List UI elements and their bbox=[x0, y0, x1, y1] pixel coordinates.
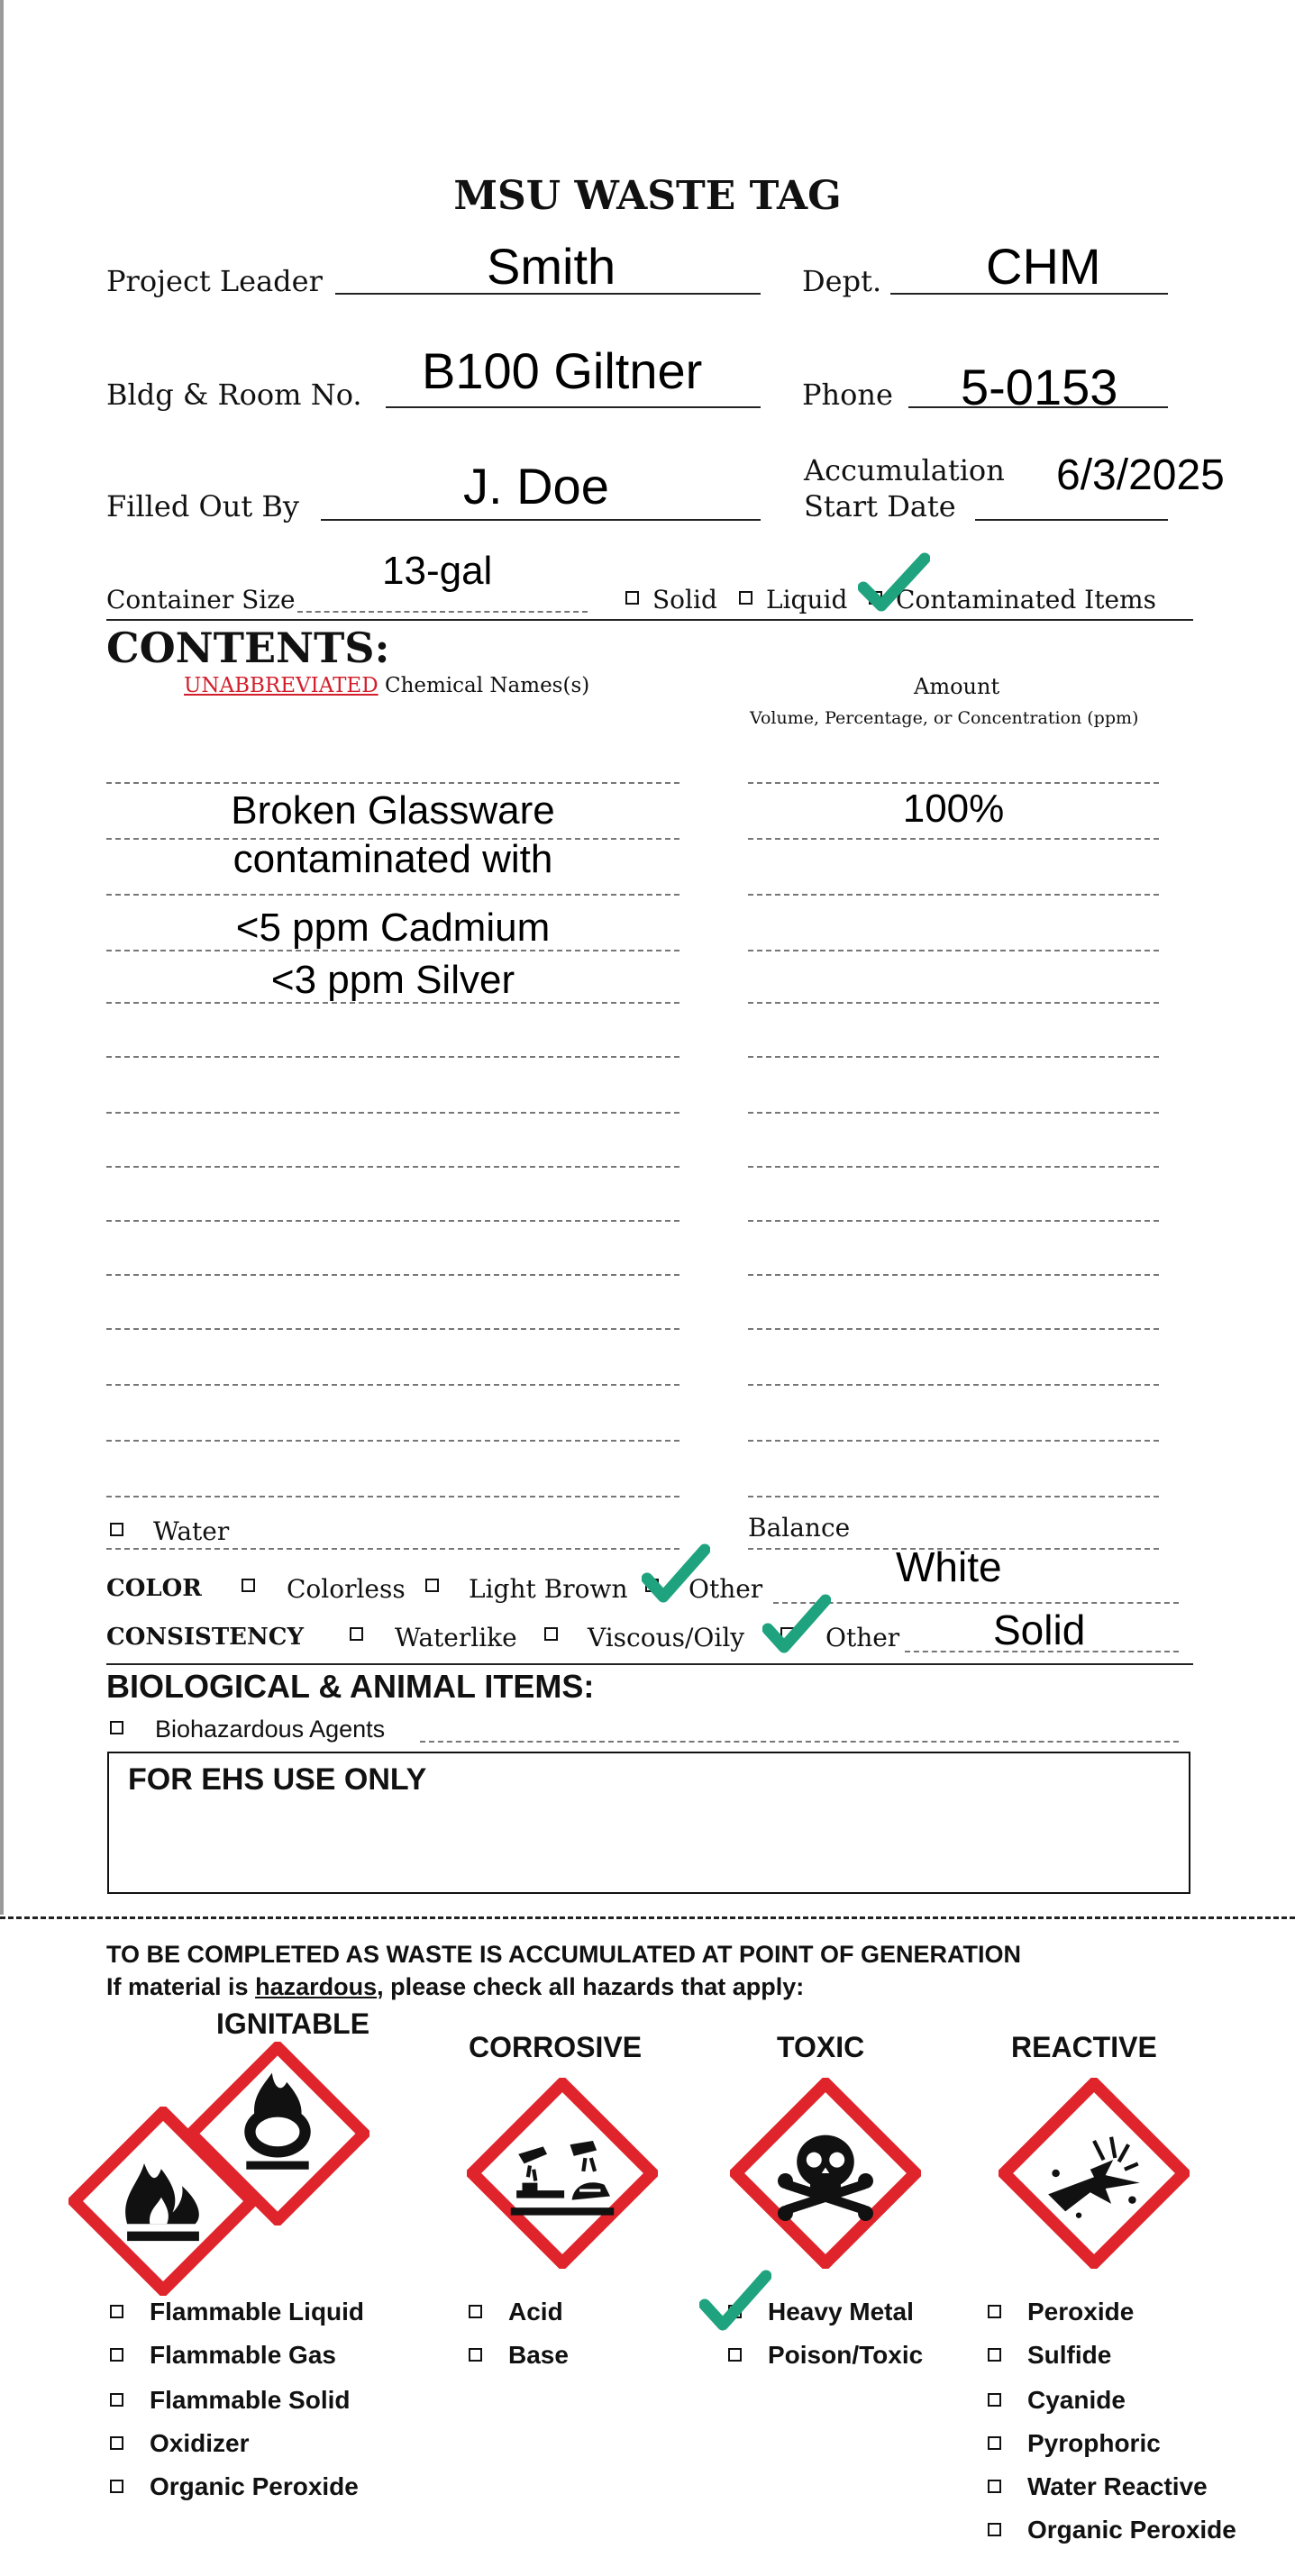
color-other-line bbox=[773, 1602, 1179, 1604]
row-line-right bbox=[748, 1056, 1159, 1058]
row-line-left bbox=[106, 1166, 679, 1168]
start-date-line bbox=[975, 519, 1168, 521]
row-line-left bbox=[106, 782, 679, 784]
flammable-gas-label: Flammable Gas bbox=[150, 2341, 336, 2369]
hazard-instruction-2 bbox=[106, 1975, 804, 1999]
bldg-room-line bbox=[386, 406, 761, 408]
container-size-line bbox=[297, 611, 588, 613]
check-mark-icon bbox=[699, 2269, 771, 2332]
container-rule bbox=[106, 619, 1193, 621]
amount-subheader: Volume, Percentage, or Concentration (ppm) bbox=[750, 708, 1139, 728]
light-brown-label: Light Brown bbox=[469, 1574, 628, 1604]
reactive-organic-peroxide-label: Organic Peroxide bbox=[1027, 2516, 1236, 2544]
chemical-name-field[interactable]: Broken Glassware bbox=[231, 788, 555, 833]
row-line-right bbox=[748, 1220, 1159, 1222]
solid-checkbox[interactable] bbox=[625, 591, 639, 605]
biohazardous-label: Biohazardous Agents bbox=[155, 1716, 386, 1743]
solid-label: Solid bbox=[652, 585, 717, 614]
bldg-room-label: Bldg & Room No. bbox=[106, 378, 362, 412]
color-other-label: Other bbox=[689, 1574, 763, 1604]
phone-field[interactable]: 5-0153 bbox=[961, 359, 1118, 415]
start-date-field[interactable]: 6/3/2025 bbox=[1056, 451, 1225, 499]
cyanide-label: Cyanide bbox=[1027, 2386, 1126, 2414]
hazard-instruction: TO BE COMPLETED AS WASTE IS ACCUMULATED AT POINT OF GENERATION bbox=[106, 1941, 1022, 1968]
acid-checkbox[interactable] bbox=[469, 2305, 482, 2318]
skull-crossbones-icon bbox=[730, 2078, 921, 2269]
row-line-right bbox=[748, 838, 1159, 840]
page-title: MSU WASTE TAG bbox=[453, 173, 842, 219]
biological-heading: BIOLOGICAL & ANIMAL ITEMS: bbox=[106, 1668, 595, 1705]
project-leader-field[interactable]: Smith bbox=[487, 238, 616, 295]
amount-field[interactable]: 100% bbox=[902, 787, 1005, 831]
flammable-solid-label: Flammable Solid bbox=[150, 2386, 351, 2414]
start-date-label: Start Date bbox=[804, 489, 956, 523]
row-line-right bbox=[748, 1166, 1159, 1168]
row-line-left bbox=[106, 894, 679, 896]
page-edge bbox=[0, 0, 4, 1915]
row-line-left bbox=[106, 1274, 679, 1276]
bldg-room-field[interactable]: B100 Giltner bbox=[422, 342, 703, 399]
amount-header: Amount bbox=[914, 674, 1000, 699]
row-line-right bbox=[748, 1002, 1159, 1004]
row-line-right bbox=[748, 782, 1159, 784]
liquid-label: Liquid bbox=[766, 585, 848, 614]
row-line-left bbox=[106, 1496, 679, 1497]
check-mark-icon bbox=[762, 1593, 831, 1654]
balance-label: Balance bbox=[748, 1513, 851, 1543]
peroxide-checkbox[interactable] bbox=[988, 2305, 1001, 2318]
waterlike-label: Waterlike bbox=[395, 1623, 517, 1652]
row-line-right bbox=[748, 1274, 1159, 1276]
container-size-label: Container Size bbox=[106, 585, 296, 614]
water-label: Water bbox=[153, 1516, 230, 1546]
row-line-right bbox=[748, 1112, 1159, 1114]
filled-out-by-line bbox=[321, 519, 761, 521]
oxidizer-checkbox[interactable] bbox=[110, 2436, 123, 2450]
dept-label: Dept. bbox=[802, 264, 882, 298]
row-line-right bbox=[748, 950, 1159, 951]
reactive-title: REACTIVE bbox=[1011, 2031, 1157, 2063]
viscous-oily-checkbox[interactable] bbox=[544, 1627, 558, 1641]
row-line-left bbox=[106, 1056, 679, 1058]
toxic-title: TOXIC bbox=[777, 2031, 865, 2063]
waterlike-checkbox[interactable] bbox=[350, 1627, 363, 1641]
filled-out-by-label: Filled Out By bbox=[106, 489, 299, 523]
water-line bbox=[106, 1548, 679, 1550]
row-line-right bbox=[748, 894, 1159, 896]
chemical-names-label: Chemical Names(s) bbox=[384, 674, 590, 697]
consistency-rule bbox=[106, 1663, 1193, 1665]
row-line-left bbox=[106, 1002, 679, 1004]
flame-icon bbox=[68, 2107, 258, 2296]
exploding-bomb-icon bbox=[999, 2078, 1190, 2269]
row-line-right bbox=[748, 1328, 1159, 1330]
colorless-label: Colorless bbox=[287, 1574, 406, 1604]
poison-toxic-label: Poison/Toxic bbox=[768, 2341, 924, 2369]
instruction-emphasis: hazardous bbox=[255, 1973, 378, 2000]
color-other-field[interactable]: White bbox=[896, 1543, 1002, 1590]
oxidizer-label: Oxidizer bbox=[150, 2429, 250, 2457]
ehs-label: FOR EHS USE ONLY bbox=[128, 1762, 427, 1797]
corrosion-icon bbox=[467, 2078, 658, 2269]
row-line-right bbox=[748, 1384, 1159, 1386]
light-brown-checkbox[interactable] bbox=[425, 1579, 439, 1592]
flammable-gas-checkbox[interactable] bbox=[110, 2348, 123, 2362]
instruction-post: , please check all hazards that apply: bbox=[377, 1973, 805, 2000]
row-line-left bbox=[106, 1328, 679, 1330]
water-reactive-checkbox[interactable] bbox=[988, 2480, 1001, 2493]
pyrophoric-checkbox[interactable] bbox=[988, 2436, 1001, 2450]
organic-peroxide-checkbox[interactable] bbox=[110, 2480, 123, 2493]
tear-line bbox=[0, 1916, 1295, 1919]
colorless-checkbox[interactable] bbox=[242, 1579, 255, 1592]
contaminated-items-label: Contaminated Items bbox=[896, 585, 1156, 614]
sulfide-checkbox[interactable] bbox=[988, 2348, 1001, 2362]
unabbreviated-emphasis: UNABBREVIATED bbox=[184, 674, 378, 697]
acid-label: Acid bbox=[508, 2298, 563, 2326]
base-label: Base bbox=[508, 2341, 569, 2369]
flammable-liquid-label: Flammable Liquid bbox=[150, 2298, 365, 2326]
viscous-oily-label: Viscous/Oily bbox=[588, 1623, 745, 1652]
project-leader-label: Project Leader bbox=[106, 264, 323, 298]
check-mark-icon bbox=[858, 551, 930, 613]
row-line-right bbox=[748, 1496, 1159, 1497]
container-size-field[interactable]: 13-gal bbox=[382, 549, 493, 593]
consistency-other-field[interactable]: Solid bbox=[993, 1607, 1086, 1653]
biohazardous-line bbox=[420, 1741, 1179, 1743]
instruction-pre: If material is bbox=[106, 1973, 256, 2000]
row-line-left bbox=[106, 1220, 679, 1222]
poison-toxic-checkbox[interactable] bbox=[728, 2348, 742, 2362]
sulfide-label: Sulfide bbox=[1027, 2341, 1112, 2369]
filled-out-by-field[interactable]: J. Doe bbox=[463, 458, 609, 514]
contents-heading: CONTENTS: bbox=[106, 624, 390, 672]
chemical-name-field[interactable]: contaminated with bbox=[233, 837, 553, 881]
row-line-left bbox=[106, 1440, 679, 1442]
phone-label: Phone bbox=[802, 378, 893, 412]
ignitable-title: IGNITABLE bbox=[216, 2007, 370, 2040]
row-line-left bbox=[106, 950, 679, 951]
dept-field[interactable]: CHM bbox=[986, 238, 1101, 295]
flammable-liquid-checkbox[interactable] bbox=[110, 2305, 123, 2318]
water-checkbox[interactable] bbox=[110, 1523, 123, 1536]
reactive-organic-peroxide-checkbox[interactable] bbox=[988, 2523, 1001, 2536]
chemical-name-field[interactable]: <5 ppm Cadmium bbox=[235, 906, 551, 950]
heavy-metal-label: Heavy Metal bbox=[768, 2298, 914, 2326]
row-line-right bbox=[748, 1440, 1159, 1442]
consistency-label: CONSISTENCY bbox=[106, 1624, 305, 1651]
accumulation-label: Accumulation bbox=[804, 453, 1005, 487]
peroxide-label: Peroxide bbox=[1027, 2298, 1135, 2326]
organic-peroxide-label: Organic Peroxide bbox=[150, 2472, 359, 2500]
chemical-names-header bbox=[184, 676, 589, 696]
color-label: COLOR bbox=[106, 1575, 202, 1602]
corrosive-title: CORROSIVE bbox=[469, 2031, 643, 2063]
row-line-left bbox=[106, 1112, 679, 1114]
chemical-name-field[interactable]: <3 ppm Silver bbox=[270, 958, 515, 1002]
pyrophoric-label: Pyrophoric bbox=[1027, 2429, 1161, 2457]
biohazardous-checkbox[interactable] bbox=[110, 1721, 123, 1734]
flammable-solid-checkbox[interactable] bbox=[110, 2393, 123, 2407]
water-reactive-label: Water Reactive bbox=[1027, 2472, 1208, 2500]
row-line-left bbox=[106, 1384, 679, 1386]
cyanide-checkbox[interactable] bbox=[988, 2393, 1001, 2407]
liquid-checkbox[interactable] bbox=[739, 591, 752, 605]
consistency-other-label: Other bbox=[825, 1623, 900, 1652]
base-checkbox[interactable] bbox=[469, 2348, 482, 2362]
